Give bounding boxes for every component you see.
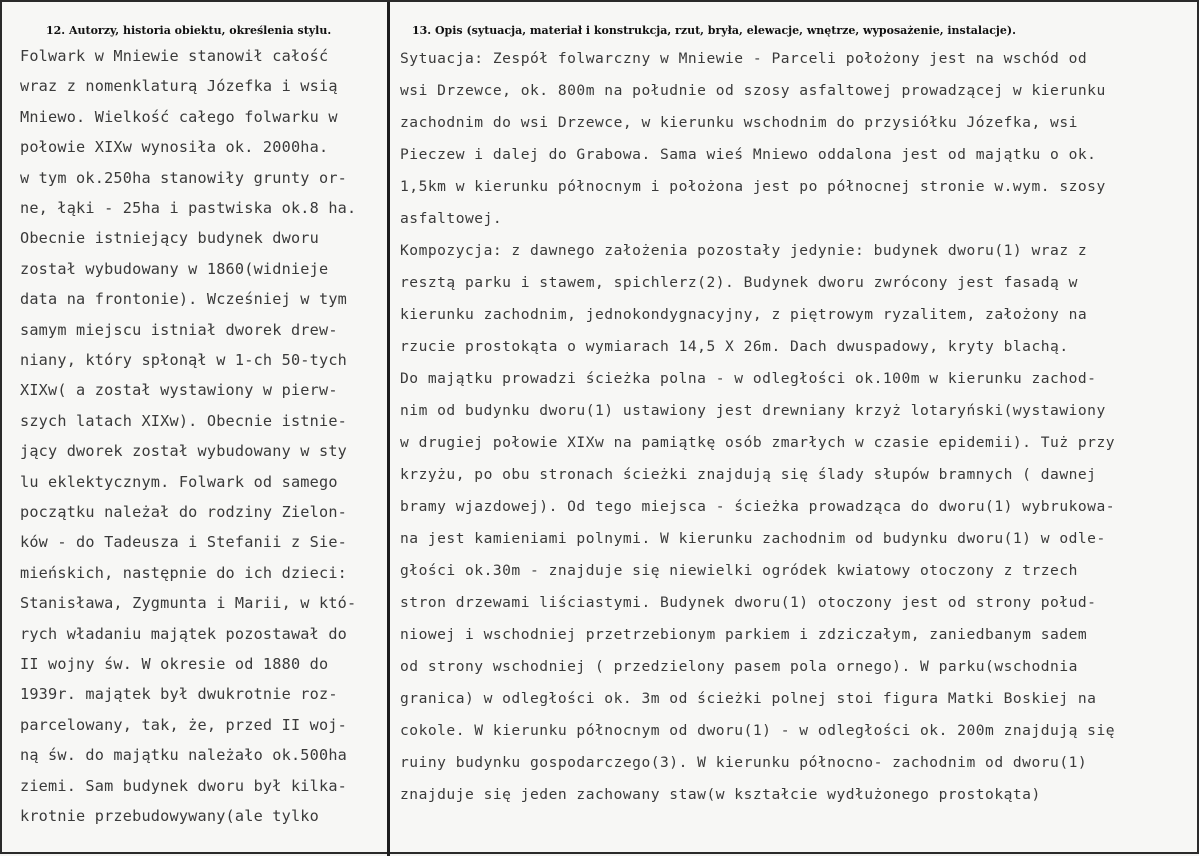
text-line: resztą parku i stawem, spichlerz(2). Budynek dworu zwrócony jest fasadą w [400, 274, 1078, 291]
text-line: Mniewo. Wielkość całego folwarku w [20, 107, 338, 126]
text-line: został wybudowany w 1860(widnieje [20, 259, 329, 278]
text-line: początku należał do rodziny Zielon- [20, 503, 348, 521]
text-line: Kompozycja: z dawnego założenia pozostały jedynie: budynek dworu(1) wraz z [400, 242, 1088, 259]
text-line: wraz z nomenklaturą Józefka i wsią [20, 77, 338, 96]
text-line: zachodnim do wsi Drzewce, w kierunku wschodnim do przysiółku Józefka, wsi [400, 114, 1078, 131]
text-line: Sytuacja: Zespół folwarczny w Mniewie - Parceli położony jest na wschód od [400, 50, 1088, 67]
text-line: rych władaniu majątek pozostawał do [20, 624, 348, 643]
text-line: granica) w odległości ok. 3m od ścieżki polnej stoi figura Matki Boskiej na [400, 690, 1097, 707]
text-line: 1939r. majątek był dwukrotnie roz- [20, 685, 338, 704]
text-line: data na frontonie). Wcześniej w tym [20, 290, 348, 309]
text-line: ziemi. Sam budynek dworu był kilka- [20, 776, 348, 795]
text-line: połowie XIXw wynosiła ok. 2000ha. [20, 138, 329, 157]
text-line: w tym ok.250ha stanowiły grunty or- [20, 168, 348, 187]
text-line: nim od budynku dworu(1) ustawiony jest drewniany krzyż lotaryński(wystawiony [400, 402, 1106, 419]
text-line: od strony wschodniej ( przedzielony pasem pola ornego). W parku(wschodnia [400, 658, 1078, 675]
text-line: XIXw( a został wystawiony w pierw- [20, 381, 338, 400]
right-column-heading: 13. Opis (sytuacja, materiał i konstrukcja, rzut, bryła, elewacje, wnętrze, wyposażenie, instalacje). [412, 24, 1016, 37]
text-line: rzucie prostokąta o wymiarach 14,5 X 26m. Dach dwuspadowy, kryty blachą. [400, 338, 1069, 355]
text-line: mieńskich, następnie do ich dzieci: [20, 563, 348, 582]
text-line: w drugiej połowie XIXw na pamiątkę osób zmarłych w czasie epidemii). Tuż przy [400, 434, 1116, 451]
text-line: cokole. W kierunku północnym od dworu(1) - w odległości ok. 200m znajdują się [400, 722, 1116, 739]
text-line: stron drzewami liściastymi. Budynek dworu(1) otoczony jest od strony połud- [400, 594, 1097, 611]
text-line: kierunku zachodnim, jednokondygnacyjny, z piętrowym ryzalitem, założony na [400, 306, 1088, 323]
text-line: krotnie przebudowywany(ale tylko [20, 807, 319, 825]
text-line: bramy wjazdowej). Od tego miejsca - ścieżka prowadząca do dworu(1) wybrukowa- [400, 498, 1116, 515]
text-line: niowej i wschodniej przetrzebionym parkiem i zdziczałym, zaniedbanym sadem [400, 626, 1088, 643]
text-line: parcelowany, tak, że, przed II woj- [20, 715, 348, 734]
text-line: krzyżu, po obu stronach ścieżki znajdują się ślady słupów bramnych ( dawnej [400, 466, 1097, 483]
text-line: Folwark w Mniewie stanowił całość [20, 47, 329, 65]
text-line: 1,5km w kierunku północnym i położona jest po północnej stronie w.wym. szosy [400, 178, 1106, 195]
text-line: Do majątku prowadzi ścieżka polna - w odległości ok.100m w kierunku zachod- [400, 370, 1097, 387]
text-line: ną św. do majątku należało ok.500ha [20, 746, 348, 765]
text-line: Obecnie istniejący budynek dworu [20, 229, 319, 248]
text-line: niany, który spłonął w 1-ch 50-tych [20, 351, 348, 369]
text-line: II wojny św. W okresie od 1880 do [20, 655, 329, 673]
text-line: wsi Drzewce, ok. 800m na południe od szosy asfaltowej prowadzącej w kierunku [400, 82, 1106, 99]
text-line: ruiny budynku gospodarczego(3). W kierunku północno- zachodnim od dworu(1) [400, 754, 1088, 771]
text-line: szych latach XIXw). Obecnie istnie- [20, 411, 348, 430]
text-line: asfaltowej. [400, 210, 503, 227]
text-line: ne, łąki - 25ha i pastwiska ok.8 ha. [20, 199, 357, 217]
left-column-heading: 12. Autorzy, historia obiektu, określenia stylu. [46, 24, 332, 37]
text-line: znajduje się jeden zachowany staw(w kształcie wydłużonego prostokąta) [400, 786, 1041, 803]
text-line: samym miejscu istniał dworek drew- [20, 320, 338, 339]
text-line: ków - do Tadeusza i Stefanii z Sie- [20, 533, 348, 552]
text-line: Pieczew i dalej do Grabowa. Sama wieś Mniewo oddalona jest od majątku o ok. [400, 146, 1097, 163]
column-divider [387, 2, 390, 856]
text-line: Stanisława, Zygmunta i Marii, w któ- [20, 594, 357, 613]
text-line: lu eklektycznym. Folwark od samego [20, 472, 338, 491]
text-line: głości ok.30m - znajduje się niewielki ogródek kwiatowy otoczony z trzech [400, 562, 1078, 579]
text-line: na jest kamieniami polnymi. W kierunku zachodnim od budynku dworu(1) w odle- [400, 530, 1106, 547]
text-line: jący dworek został wybudowany w sty [20, 442, 348, 461]
